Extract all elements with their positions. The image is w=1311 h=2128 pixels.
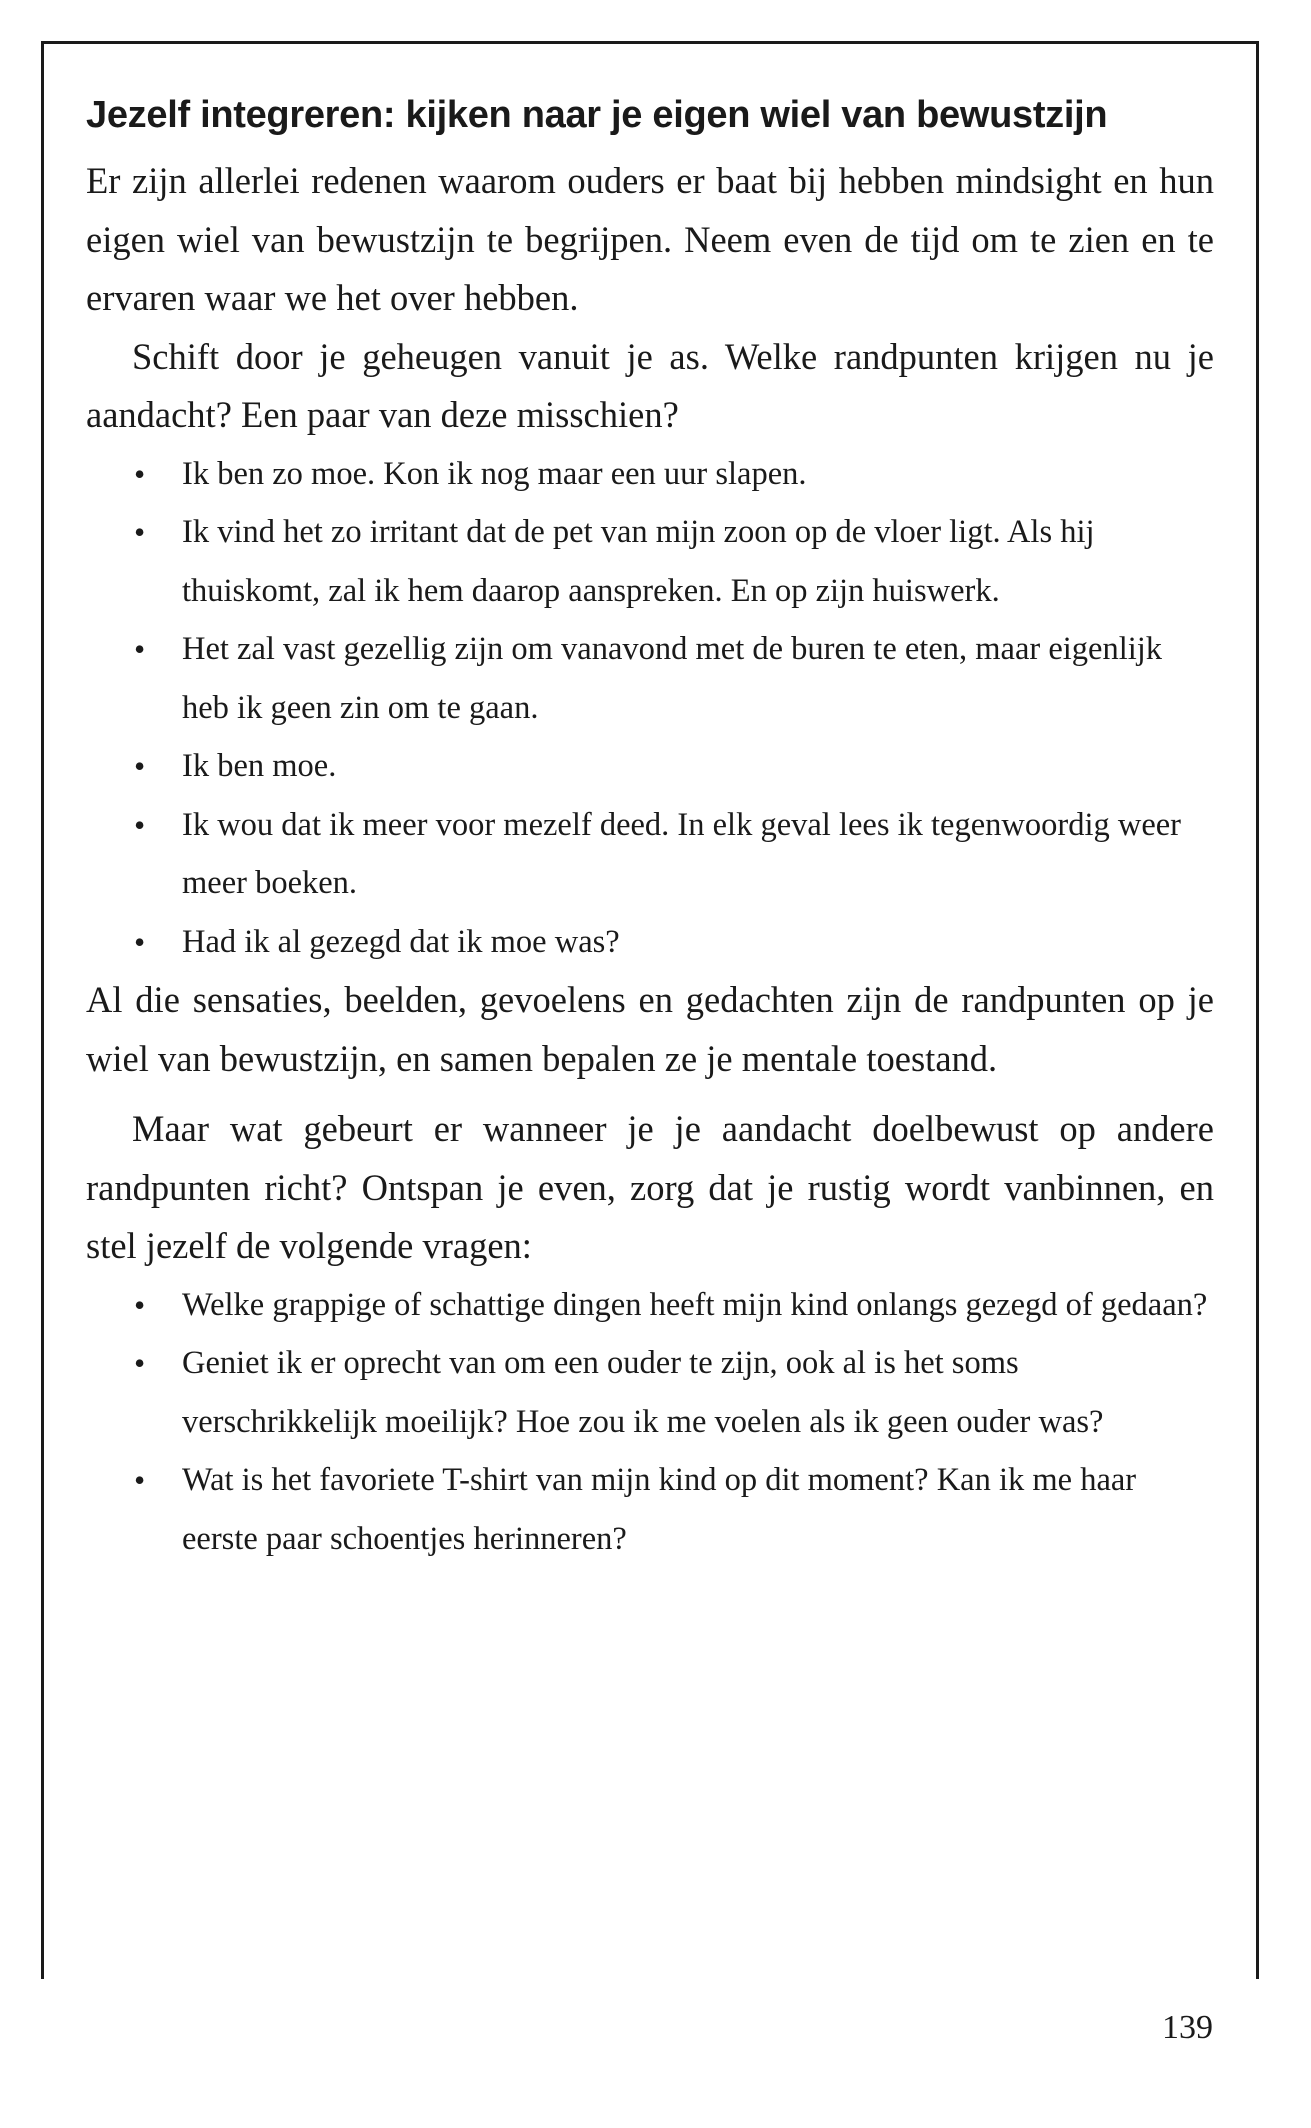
bullet-icon: •	[134, 1286, 146, 1323]
list-item-text: Wat is het favoriete T-shirt van mijn kind op dit moment? Kan ik me haar eerste paar schoentjes herinneren?	[182, 1462, 1137, 1557]
list-item	[86, 445, 1214, 504]
bullet-icon: •	[134, 1462, 146, 1498]
bullet-icon: •	[134, 923, 146, 960]
bullet-list-questions	[86, 1276, 1214, 1569]
list-item	[86, 737, 1214, 796]
list-item	[86, 503, 1214, 620]
list-item-text: Ik wou dat ik meer voor mezelf deed. In elk geval lees ik tegenwoordig weer meer boeken.	[182, 806, 1181, 901]
paragraph-2: Schift door je geheugen vanuit je as. Welke randpunten krijgen nu je aandacht? Een paar van deze misschien?	[86, 335, 1214, 435]
list-item-text: Ik ben moe.	[182, 748, 337, 784]
list-item-text: Ik ben zo moe. Kon ik nog maar een uur slapen.	[182, 455, 807, 492]
paragraph-4: Maar wat gebeurt er wanneer je je aandacht doelbewust op andere randpunten richt? Ontspan je even, zorg dat je rustig wordt vanbinnen, en stel jezelf de volgende vragen:	[86, 1108, 1214, 1266]
bullet-icon: •	[134, 806, 146, 843]
list-item-text: Geniet ik er oprecht van om een ouder te zijn, ook al is het soms verschrikkelijk moeilijk? Hoe zou ik me voelen als ik geen ouder was?	[182, 1345, 1104, 1440]
list-item	[86, 1276, 1214, 1335]
bullet-icon: •	[134, 748, 146, 784]
section-heading: Jezelf integreren: kijken naar je eigen wiel van bewustzijn	[86, 94, 1108, 136]
bullet-icon: •	[134, 514, 146, 550]
list-item-text: Het zal vast gezellig zijn om vanavond met de buren te eten, maar eigenlijk heb ik geen zin om te gaan.	[182, 631, 1163, 726]
bullet-icon: •	[134, 455, 146, 492]
bullet-list-thoughts	[86, 445, 1214, 972]
paragraph-1: Er zijn allerlei redenen waarom ouders er baat bij hebben mindsight en hun eigen wiel van bewustzijn te begrijpen. Neem even de tijd om te zien en te ervaren waar we het over hebben.	[86, 160, 1214, 318]
list-item-text: Ik vind het zo irritant dat de pet van mijn zoon op de vloer ligt. Als hij thuiskomt, zal ik hem daarop aanspreken. En op zijn huiswerk.	[182, 514, 1095, 609]
list-item	[86, 1451, 1214, 1568]
list-item-text: Welke grappige of schattige dingen heeft mijn kind onlangs gezegd of gedaan?	[182, 1286, 1208, 1323]
list-item	[86, 913, 1214, 972]
list-item-text: Had ik al gezegd dat ik moe was?	[182, 923, 620, 960]
page-number: 139	[1162, 2009, 1213, 2046]
page-content	[86, 88, 1214, 1568]
list-item	[86, 796, 1214, 913]
paragraph-3: Al die sensaties, beelden, gevoelens en gedachten zijn de randpunten op je wiel van bewustzijn, en samen bepalen ze je mentale toestand.	[86, 979, 1214, 1079]
bullet-icon: •	[134, 631, 146, 667]
list-item	[86, 620, 1214, 737]
list-item	[86, 1334, 1214, 1451]
bullet-icon: •	[134, 1345, 146, 1381]
